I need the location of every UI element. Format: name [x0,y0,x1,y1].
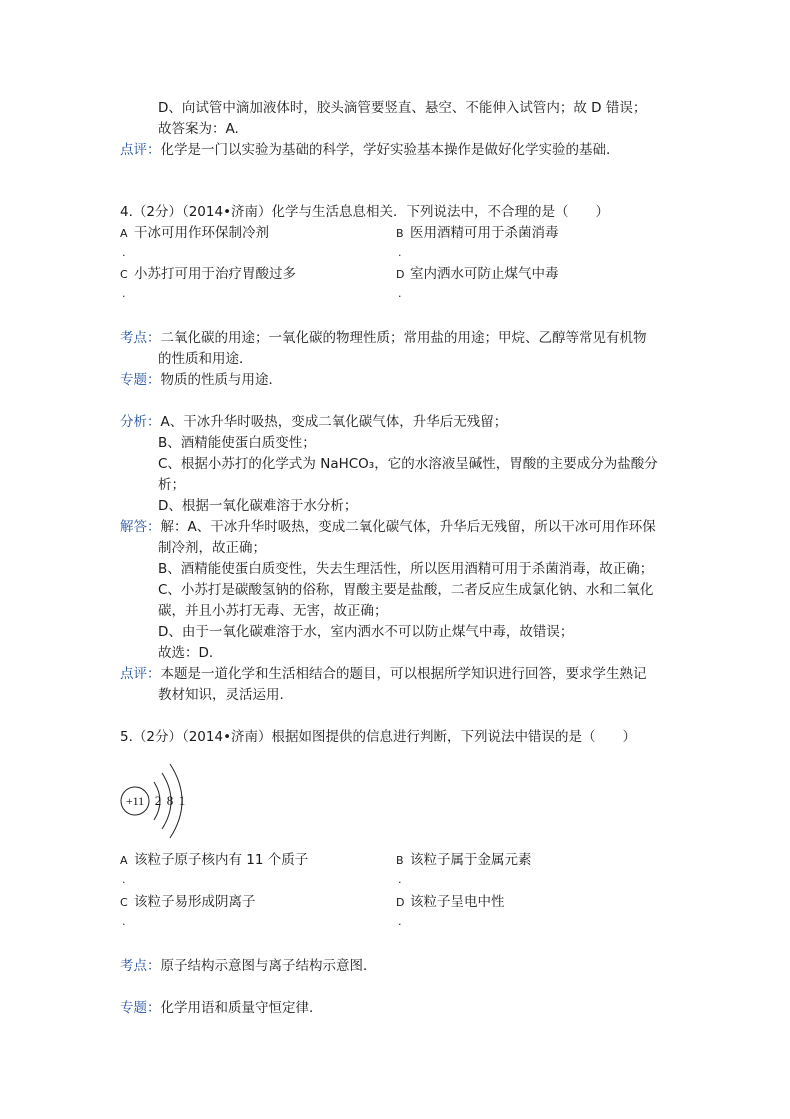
q4-option-c [120,265,296,284]
jieda-line: B、酒精能使蛋白质变性，失去生理活性，所以医用酒精可用于杀菌消毒，故正确； [158,561,654,577]
q5-stem: 5.（2分）（2014•济南）根据如图提供的信息进行判断，下列说法中错误的是（ ） [120,729,637,745]
option-text: 小苏打可用于治疗胃酸过多 [134,266,296,282]
q5-option-c [120,893,256,912]
option-dot: . [122,873,126,886]
zhuanti-text: 物质的性质与用途． [160,372,282,388]
atom-structure-diagram [118,760,198,842]
option-letter: A [120,227,128,240]
q4-jieda-row [120,517,656,537]
fenxi-line: 析； [158,477,185,493]
option-letter: C [120,268,128,281]
q5-kaodian-row [120,956,377,976]
q4-kaodian-line-2: 的性质和用途． [158,351,253,367]
kaodian-tag: 考点： [120,958,161,974]
shell-1-electrons: 2 [154,793,162,808]
q4-dianping-line-2: 教材知识，灵活运用. [158,687,284,703]
q4-option-b [396,224,559,243]
option-dot: . [122,246,126,259]
dianping-tag: 点评： [120,666,161,682]
jieda-tag: 解答： [120,519,161,535]
jieda-line: 解：A、干冰升华时吸热，变成二氧化碳气体，升华后无残留，所以干冰可用作环保 [160,519,656,535]
shell-2-electrons: 8 [166,793,174,808]
fenxi-line: A、干冰升华时吸热，变成二氧化碳气体，升华后无残留； [160,414,508,430]
option-text: 该粒子属于金属元素 [410,852,532,868]
review-tag: 点评： [120,142,161,158]
jieda-line: 碳，并且小苏打无毒、无害，故正确； [158,603,388,619]
q4-stem: 4.（2分）（2014•济南）化学与生活息息相关．下列说法中，不合理的是（ ） [120,204,610,220]
q4-fenxi-row [120,412,507,432]
option-letter: C [120,896,128,909]
q5-option-a [120,851,308,870]
option-dot: . [398,246,402,259]
kaodian-tag: 考点： [120,330,161,346]
jieda-line: 故选：D. [158,645,214,661]
dianping-text: 本题是一道化学和生活相结合的题目，可以根据所学知识进行回答，要求学生熟记 [160,666,647,682]
answer-line: 故答案为：A. [158,121,239,137]
option-letter: D [396,896,405,909]
q5-option-b [396,851,532,870]
option-text: 该粒子原子核内有 11 个质子 [134,852,309,868]
fenxi-line: B、酒精能使蛋白质变性； [158,435,316,451]
option-dot: . [398,915,402,928]
q4-option-a [120,224,269,243]
q4-dianping-row [120,664,647,684]
fenxi-tag: 分析： [120,414,161,430]
zhuanti-text: 化学用语和质量守恒定律． [160,1000,323,1016]
option-letter: B [396,227,404,240]
zhuanti-tag: 专题： [120,1000,161,1016]
jieda-line: D、由于一氧化碳难溶于水，室内洒水不可以防止煤气中毒，故错误； [158,624,574,640]
analysis-line-d: D、向试管中滴加液体时，胶头滴管要竖直、悬空、不能伸入试管内；故 D 错误； [158,100,647,116]
fenxi-line: D、根据一氧化碳难溶于水分析； [158,498,358,514]
kaodian-text: 原子结构示意图与离子结构示意图． [160,958,377,974]
option-text: 该粒子易形成阴离子 [134,894,256,910]
option-letter: B [396,854,404,867]
nucleus-charge: +11 [125,794,145,808]
zhuanti-tag: 专题： [120,372,161,388]
option-text: 室内洒水可防止煤气中毒 [410,266,559,282]
option-dot: . [122,287,126,300]
review-text: 化学是一门以实验为基础的科学，学好实验基本操作是做好化学实验的基础. [160,142,611,158]
q4-zhuanti-row [120,370,282,390]
fenxi-line: C、根据小苏打的化学式为 NaHCO₃，它的水溶液呈碱性，胃酸的主要成分为盐酸分 [158,456,658,472]
q5-zhuanti-row [120,998,323,1018]
option-text: 干冰可用作环保制冷剂 [134,225,269,241]
option-dot: . [398,287,402,300]
option-dot: . [122,915,126,928]
option-text: 该粒子呈电中性 [410,894,505,910]
option-letter: D [396,268,405,281]
jieda-line: C、小苏打是碳酸氢钠的俗称，胃酸主要是盐酸，二者反应生成氯化钠、水和二氧化 [158,582,654,598]
review-row [120,140,610,160]
kaodian-text: 二氧化碳的用途；一氧化碳的物理性质；常用盐的用途；甲烷、乙醇等常见有机物 [160,330,647,346]
shell-3-electrons: 1 [178,793,186,808]
jieda-line: 制冷剂，故正确； [158,540,266,556]
option-text: 医用酒精可用于杀菌消毒 [410,225,559,241]
q4-kaodian-row [120,328,647,348]
q4-option-d [396,265,559,284]
option-letter: A [120,854,128,867]
q5-option-d [396,893,505,912]
option-dot: . [398,873,402,886]
